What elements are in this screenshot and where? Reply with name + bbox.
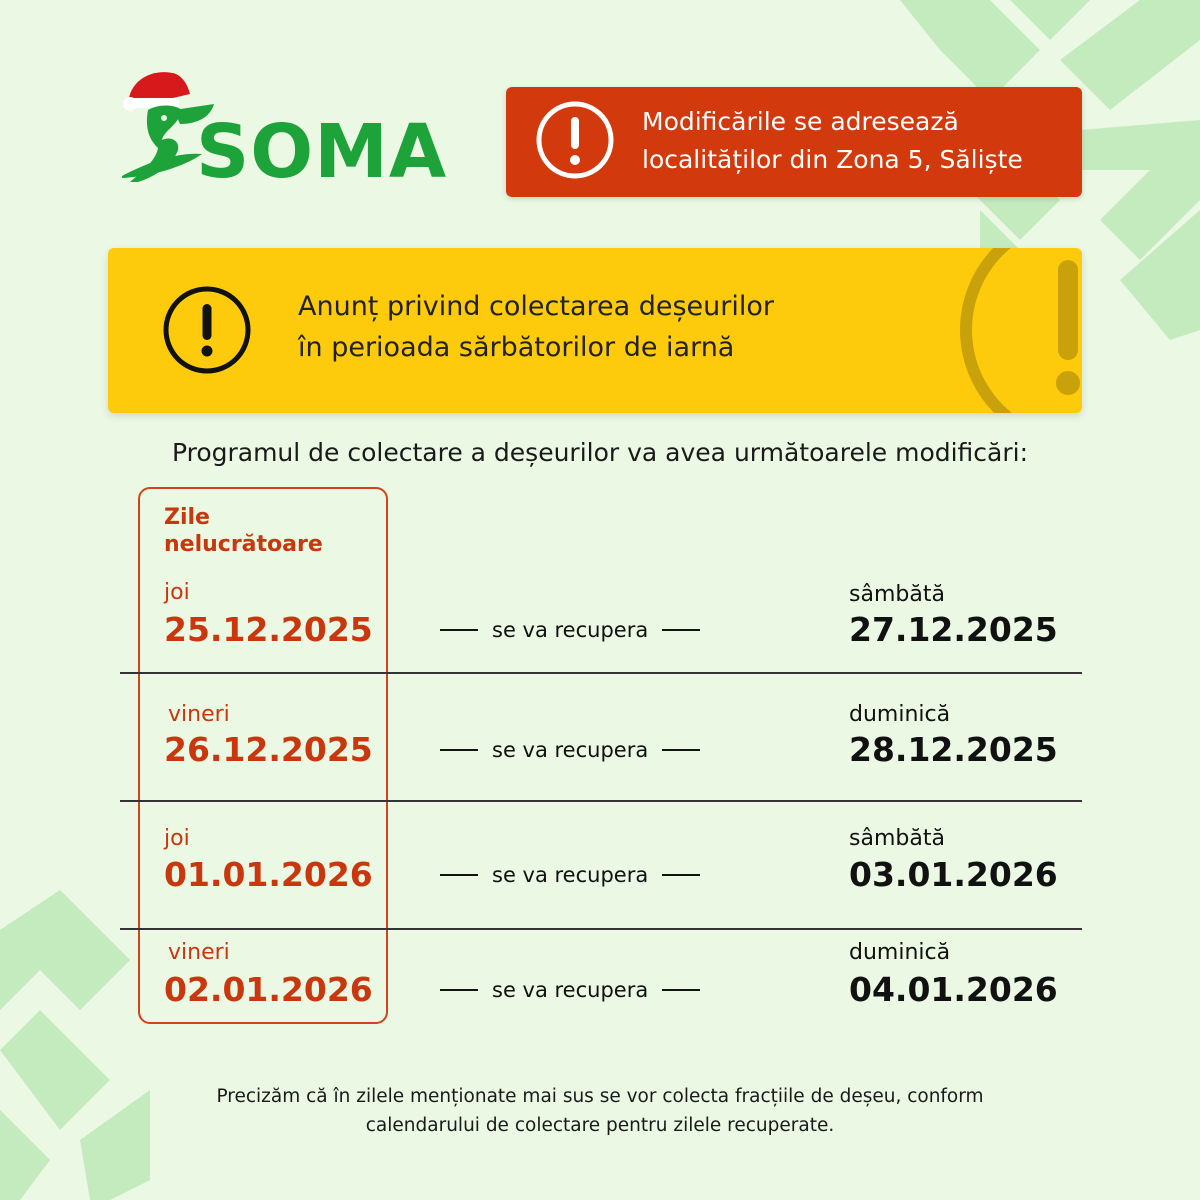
original-day: vineri xyxy=(168,940,230,965)
row-divider xyxy=(120,800,1082,802)
original-day: joi xyxy=(164,826,190,851)
footer-note: Precizăm că în zilele menționate mai sus se vor colecta fracțiile de deșeu, conform calendarului de colectare pentru zilele recuperate. xyxy=(216,1086,984,1136)
original-date: 01.01.2026 xyxy=(164,855,373,894)
recovery-date: 04.01.2026 xyxy=(849,970,1058,1009)
original-day: joi xyxy=(164,580,190,605)
exclamation-circle-icon xyxy=(536,101,614,179)
recovery-connector: se va recupera xyxy=(440,978,730,1002)
announcement-banner xyxy=(108,248,1082,413)
recovery-day: duminică xyxy=(849,702,951,727)
announcement-line-1: Anunț privind colectarea deșeurilor xyxy=(298,291,774,322)
recovery-connector: se va recupera xyxy=(440,863,730,887)
original-day: vineri xyxy=(168,702,230,727)
notice-line-1: Modificările se adresează xyxy=(642,107,959,136)
notice-line-2: localităților din Zona 5, Săliște xyxy=(642,145,1023,174)
zone-notice-banner xyxy=(506,87,1082,197)
exclamation-circle-icon xyxy=(162,285,252,375)
schedule-row xyxy=(0,580,1200,680)
schedule-subtitle: Programul de colectare a deșeurilor va avea următoarele modificări: xyxy=(171,438,1029,467)
row-divider xyxy=(120,672,1082,674)
row-divider xyxy=(120,928,1082,930)
recovery-date: 27.12.2025 xyxy=(849,610,1058,649)
recovery-date: 28.12.2025 xyxy=(849,730,1058,769)
recovery-connector: se va recupera xyxy=(440,618,730,642)
recovery-day: duminică xyxy=(849,940,951,965)
recovery-date: 03.01.2026 xyxy=(849,855,1058,894)
original-date: 26.12.2025 xyxy=(164,730,373,769)
exclamation-watermark-icon xyxy=(948,248,1082,413)
schedule-row xyxy=(0,940,1200,1040)
schedule-row xyxy=(0,826,1200,926)
column-title: Zile nelucrătoare xyxy=(164,505,323,557)
schedule-row xyxy=(0,700,1200,800)
original-date: 02.01.2026 xyxy=(164,970,373,1009)
recovery-day: sâmbătă xyxy=(849,582,945,607)
original-date: 25.12.2025 xyxy=(164,610,373,649)
announcement-line-2: în perioada sărbătorilor de iarnă xyxy=(298,332,735,363)
recovery-day: sâmbătă xyxy=(849,826,945,851)
decorative-pattern-bottom-left xyxy=(0,890,150,1200)
brand-name: SOMA xyxy=(196,109,448,195)
recovery-connector: se va recupera xyxy=(440,738,730,762)
